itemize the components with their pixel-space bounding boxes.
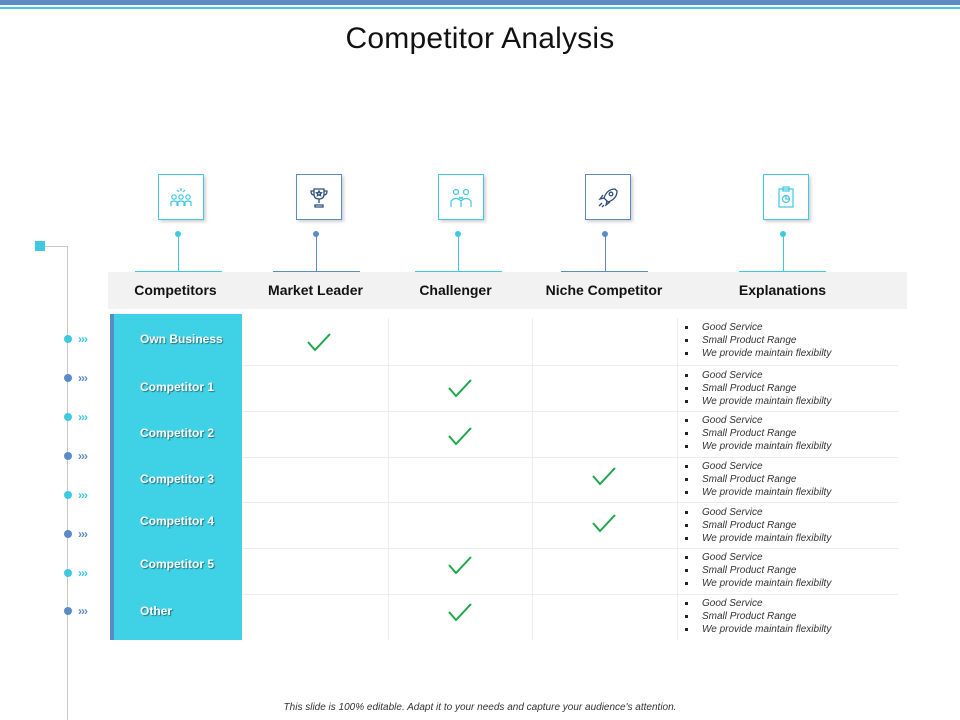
clipboard-icon [763, 174, 809, 220]
column-header-challenger: Challenger [419, 282, 492, 298]
checkmark-icon [446, 377, 474, 399]
timeline-dot [64, 452, 72, 460]
chevron-right-icon: ››› [78, 527, 87, 541]
explanation-list [685, 597, 900, 636]
column-divider [388, 318, 389, 640]
row-divider [243, 502, 898, 503]
explanation-item: Small Product Range [685, 564, 900, 577]
timeline-dot [64, 491, 72, 499]
column-header-niche-competitor: Niche Competitor [545, 282, 663, 298]
timeline-dot [64, 374, 72, 382]
chevron-right-icon: ››› [78, 410, 87, 424]
timeline-dot [64, 569, 72, 577]
chevron-right-icon: ››› [78, 449, 87, 463]
trophy-icon [296, 174, 342, 220]
explanation-item: Small Product Range [685, 334, 900, 347]
row-divider [243, 594, 898, 595]
explanation-item: We provide maintain flexibilty [685, 532, 900, 545]
row-divider [243, 411, 898, 412]
column-divider [532, 318, 533, 640]
timeline-dot [64, 413, 72, 421]
connector-line [783, 236, 784, 272]
chevron-right-icon: ››› [78, 604, 87, 618]
explanation-list [685, 321, 900, 360]
column-header-explanations: Explanations [738, 282, 827, 298]
connector-line [458, 236, 459, 272]
timeline-square-marker [35, 241, 45, 251]
chevron-right-icon: ››› [78, 566, 87, 580]
explanation-item: Good Service [685, 321, 900, 334]
explanation-item: Good Service [685, 369, 900, 382]
chevron-right-icon: ››› [78, 371, 87, 385]
explanation-item: Good Service [685, 597, 900, 610]
connector-line [178, 236, 179, 272]
explanation-item: We provide maintain flexibilty [685, 623, 900, 636]
explanation-list [685, 551, 900, 590]
timeline-line [67, 246, 68, 720]
row-label-competitor-2: Competitor 2 [140, 426, 215, 440]
explanation-item: Small Product Range [685, 473, 900, 486]
timeline-connector [45, 246, 67, 247]
row-divider [243, 457, 898, 458]
row-label-competitor-1: Competitor 1 [140, 380, 215, 394]
timeline-dot [64, 607, 72, 615]
explanation-list [685, 414, 900, 453]
explanation-item: We provide maintain flexibilty [685, 486, 900, 499]
explanation-item: We provide maintain flexibilty [685, 347, 900, 360]
column-header-market-leader: Market Leader [268, 282, 363, 298]
connector-line [316, 236, 317, 272]
explanation-item: Small Product Range [685, 382, 900, 395]
explanation-list [685, 506, 900, 545]
chevron-right-icon: ››› [78, 488, 87, 502]
column-divider [677, 318, 678, 640]
checkmark-icon [590, 465, 618, 487]
rocket-icon [585, 174, 631, 220]
row-label-other: Other [140, 604, 173, 618]
explanation-item: We provide maintain flexibilty [685, 440, 900, 453]
explanation-item: Small Product Range [685, 610, 900, 623]
checkmark-icon [446, 425, 474, 447]
row-divider [243, 365, 898, 366]
explanation-item: Good Service [685, 460, 900, 473]
challenger-people-icon [438, 174, 484, 220]
team-icon [158, 174, 204, 220]
row-label-own-business: Own Business [140, 332, 223, 346]
table-header-row [108, 272, 907, 309]
explanation-item: Small Product Range [685, 427, 900, 440]
page-title: Competitor Analysis [345, 22, 615, 55]
top-accent-line [0, 7, 960, 9]
connector-line [605, 236, 606, 272]
checkmark-icon [305, 331, 333, 353]
explanation-item: Good Service [685, 414, 900, 427]
footer-note: This slide is 100% editable. Adapt it to your needs and capture your audience's attention. [283, 702, 677, 713]
timeline-dot [64, 335, 72, 343]
checkmark-icon [446, 601, 474, 623]
explanation-item: Good Service [685, 506, 900, 519]
top-accent-bar [0, 0, 960, 5]
checkmark-icon [446, 554, 474, 576]
explanation-item: We provide maintain flexibilty [685, 577, 900, 590]
explanation-list [685, 460, 900, 499]
row-label-competitor-5: Competitor 5 [140, 557, 215, 571]
row-label-competitor-4: Competitor 4 [140, 514, 215, 528]
row-divider [243, 548, 898, 549]
explanation-item: We provide maintain flexibilty [685, 395, 900, 408]
column-header-competitors: Competitors [134, 282, 217, 298]
explanation-item: Good Service [685, 551, 900, 564]
checkmark-icon [590, 512, 618, 534]
row-label-competitor-3: Competitor 3 [140, 472, 215, 486]
explanation-item: Small Product Range [685, 519, 900, 532]
chevron-right-icon: ››› [78, 332, 87, 346]
explanation-list [685, 369, 900, 408]
timeline-dot [64, 530, 72, 538]
